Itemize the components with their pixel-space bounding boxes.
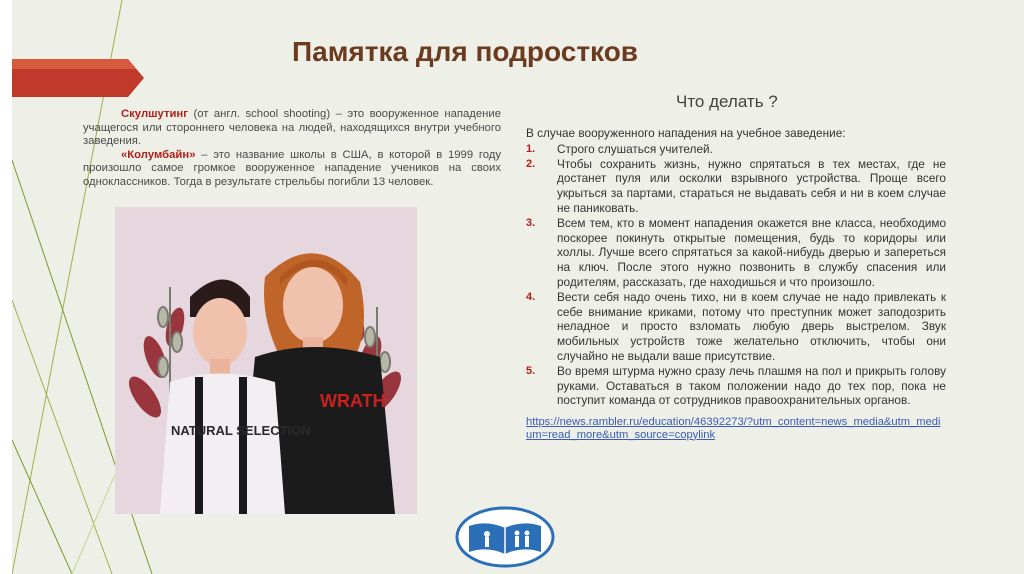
instructions-intro: В случае вооруженного нападения на учебное заведение:	[526, 126, 846, 140]
title-arrow-tab	[12, 59, 144, 97]
instruction-text: Вести себя надо очень тихо, ни в коем случае не надо привлекать к себе внимание криками, потому что преступник может заподозрить неладное и просто взломать любую дверь выстрелом. Звук мобильных устройств тоже желательно отключить, чтобы они случайно не выдали ваше присутствие.	[557, 289, 946, 363]
shirt-text-wrath: WRATH	[320, 391, 386, 411]
instruction-text: Во время штурма нужно сразу лечь плашмя на пол и прикрыть голову руками. Оставаться в таком положении надо до тех пор, пока не поступит команда от сотрудников правоохранительных органов.	[557, 363, 946, 408]
instruction-item	[526, 290, 946, 364]
instruction-item	[526, 157, 946, 216]
definitions-block	[83, 108, 501, 189]
shirt-text-natural-selection: NATURAL SELECTION	[171, 423, 311, 438]
book-logo-icon	[455, 506, 555, 568]
instruction-number: 4.	[526, 290, 536, 303]
teenagers-illustration	[115, 207, 417, 514]
instruction-text: Всем тем, кто в момент нападения окажется вне класса, необходимо поскорее покинуть открытые помещения, будь то коридоры или холлы. Лучше всего спрятаться за какой-нибудь дверью и запереться на ключ. После этого нужно позвонить в службу спасения или родителям, рассказать, где находишься и что произошло.	[557, 215, 946, 289]
instruction-item	[526, 142, 946, 157]
instruction-number: 3.	[526, 216, 536, 229]
instruction-number: 2.	[526, 157, 536, 170]
instruction-item	[526, 364, 946, 408]
instructions-block	[526, 126, 946, 441]
page-edge	[0, 0, 12, 574]
source-link[interactable]: https://news.rambler.ru/education/46392273/?utm_content=news_media&utm_medium=read_more&utm_source=copylink	[526, 416, 941, 441]
definition-school-shooting	[83, 108, 501, 149]
definition-text-1: (от англ. school shooting) – это вооруженное нападение учащегося или стороннего человека на людей, находящихся внутри учебного заведения.	[83, 108, 501, 147]
section-subtitle: Что делать ?	[676, 92, 778, 111]
definition-columbine	[83, 149, 501, 190]
instruction-number: 1.	[526, 142, 536, 155]
instruction-item	[526, 216, 946, 290]
illustration-teenagers	[115, 207, 417, 514]
term-school-shooting: Скулшутинг	[121, 108, 188, 120]
instruction-text: Чтобы сохранить жизнь, нужно спрятаться в тех местах, где не достанет пуля или осколки взрывного устройства. Проще всего укрыться за партами, стараться не выдавать себя и ни в коем случае не паниковать.	[557, 156, 946, 215]
instruction-text: Строго слушаться учителей.	[557, 141, 713, 156]
term-columbine: «Колумбайн»	[121, 148, 196, 161]
page-title: Памятка для подростков	[292, 36, 639, 67]
instruction-number: 5.	[526, 364, 536, 377]
instructions-list	[526, 142, 946, 408]
definition-text-2: – это название школы в США, в которой в 1999 году произошло самое громкое вооруженное нападение учеников на своих одноклассников. Тогда в результате стрельбы погибли 13 человек.	[83, 148, 501, 188]
